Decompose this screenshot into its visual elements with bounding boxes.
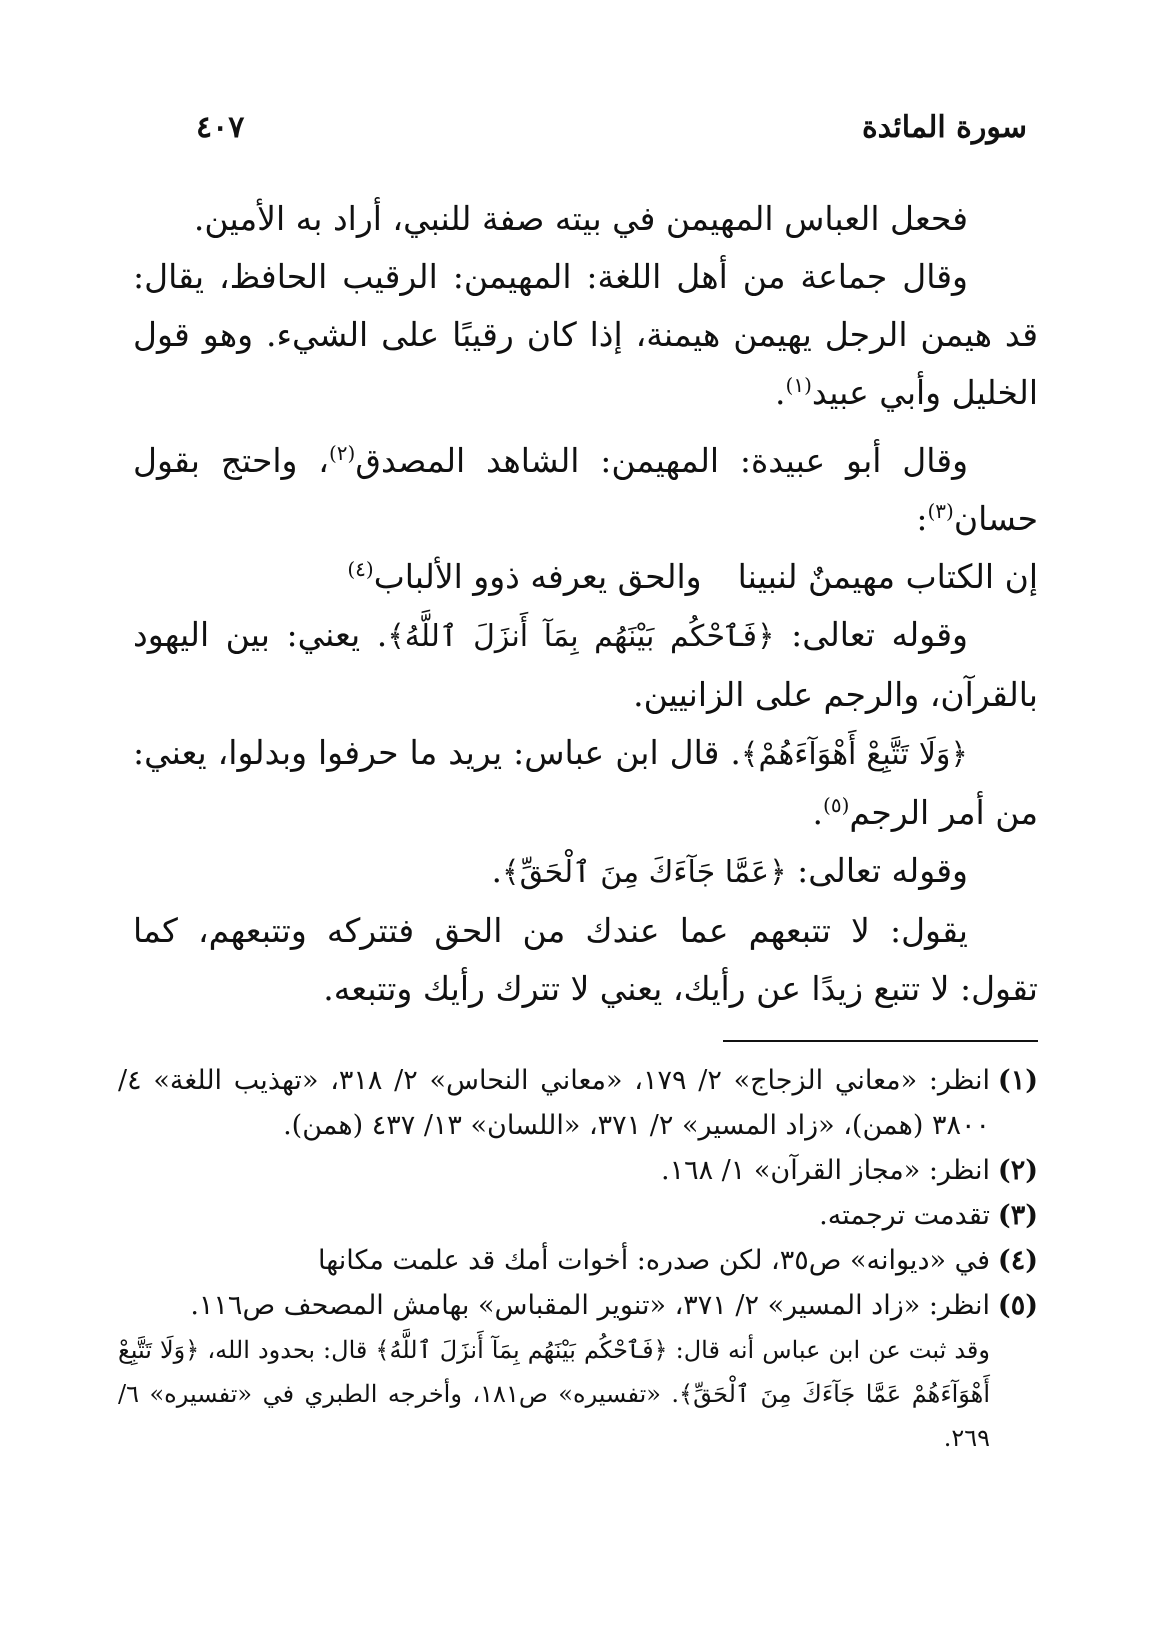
verse-second-hemistich: والحق يعرفه ذوو الألباب$^{(٤)}$ bbox=[347, 557, 702, 596]
footnote-text: انظر: «زاد المسير» ٢/ ٣٧١، «تنوير المقباس» بهامش المصحف ص١١٦. bbox=[190, 1290, 990, 1321]
footnote-continuation: وقد ثبت عن ابن عباس أنه قال: ﴿فَٱحْكُم بَيْنَهُم بِمَآ أَنزَلَ ٱللَّهُ﴾ قال: بحدود الله، ﴿وَلَا تَتَّبِعْ أَهْوَآءَهُمْ عَمَّا جَآءَكَ مِنَ ٱلْحَقِّ﴾. «تفسيره» ص١٨١، وأخرجه الطبري في «تفسيره» ٦/ ٢٦٩. bbox=[118, 1336, 991, 1452]
footnote bbox=[118, 1193, 1038, 1238]
paragraph: وقوله تعالى: ﴿فَٱحْكُم بَيْنَهُم بِمَآ أَنزَلَ ٱللَّهُ﴾. يعني: بين اليهود بالقرآن، والرجم على الزانيين. bbox=[133, 615, 1038, 714]
page-header bbox=[196, 110, 1027, 145]
footnote-number: (٥) bbox=[997, 1290, 1038, 1321]
footnote-text: في «ديوانه» ص٣٥، لكن صدره: أخوات أمك قد علمت مكانها bbox=[318, 1245, 990, 1276]
footnote-ref[interactable]: (٣) bbox=[927, 499, 954, 523]
footnote-text: تقدمت ترجمته. bbox=[819, 1200, 990, 1231]
footnote bbox=[118, 1238, 1038, 1283]
quran-quote: ﴿فَٱحْكُم بَيْنَهُم بِمَآ أَنزَلَ ٱللَّهُ﴾ bbox=[387, 619, 775, 654]
footnotes bbox=[118, 1058, 1038, 1460]
quran-quote: ﴿عَمَّا جَآءَكَ مِنَ ٱلْحَقِّ﴾ bbox=[501, 855, 787, 890]
paragraph: ﴿وَلَا تَتَّبِعْ أَهْوَآءَهُمْ﴾. قال ابن عباس: يريد ما حرفوا وبدلوا، يعني: من أمر الرجم$^{(٥)}$. bbox=[133, 733, 1038, 832]
page-number: ٤٠٧ bbox=[196, 110, 245, 145]
footnote-number: (٢) bbox=[997, 1155, 1038, 1186]
footnote-number: (٣) bbox=[997, 1200, 1038, 1231]
footnote-text: انظر: «معاني الزجاج» ٢/ ١٧٩، «معاني النحاس» ٢/ ٣١٨، «تهذيب اللغة» ٤/ ٣٨٠٠ (همن)، «زاد المسير» ٢/ ٣٧١، «اللسان» ١٣/ ٤٣٧ (همن). bbox=[118, 1065, 990, 1141]
footnote-ref[interactable]: (١) bbox=[785, 373, 812, 397]
footnote-number: (١) bbox=[997, 1065, 1038, 1096]
surah-title: سورة المائدة bbox=[861, 110, 1027, 145]
footnote-number: (٤) bbox=[997, 1245, 1038, 1276]
footnote bbox=[118, 1058, 1038, 1148]
paragraph: فحعل العباس المهيمن في بيته صفة للنبي، أراد به الأمين. bbox=[193, 199, 968, 238]
verse-first-hemistich: إن الكتاب مهيمنٌ لنبينا bbox=[737, 557, 1038, 596]
quran-quote: ﴿وَلَا تَتَّبِعْ أَهْوَآءَهُمْ﴾ bbox=[740, 737, 968, 772]
footnote bbox=[118, 1148, 1038, 1193]
footnote-ref[interactable]: (٢) bbox=[328, 441, 356, 465]
footnote-divider bbox=[723, 1040, 1038, 1042]
paragraph: وقال جماعة من أهل اللغة: المهيمن: الرقيب الحافظ، يقال: قد هيمن الرجل يهيمن هيمنة، إذا كان رقيبًا على الشيء. وهو قول الخليل وأبي عبيد$^{(١)}$. bbox=[133, 257, 1038, 412]
footnote-text: انظر: «مجاز القرآن» ١/ ١٦٨. bbox=[660, 1155, 990, 1186]
footnote bbox=[118, 1283, 1038, 1328]
main-text bbox=[133, 190, 1038, 1018]
paragraph: وقال أبو عبيدة: المهيمن: الشاهد المصدق$^{(٢)}$، واحتج بقول حسان$^{(٣)}$: bbox=[133, 441, 1038, 538]
footnote-ref[interactable]: (٤) bbox=[347, 557, 374, 581]
poetry-verse bbox=[133, 548, 1038, 606]
paragraph: يقول: لا تتبعهم عما عندك من الحق فتتركه وتتبعهم، كما تقول: لا تتبع زيدًا عن رأيك، يعني لا تترك رأيك وتتبعه. bbox=[133, 911, 1038, 1008]
footnote-ref[interactable]: (٥) bbox=[823, 793, 850, 817]
paragraph: وقوله تعالى: ﴿عَمَّا جَآءَكَ مِنَ ٱلْحَقِّ﴾. bbox=[491, 851, 968, 890]
